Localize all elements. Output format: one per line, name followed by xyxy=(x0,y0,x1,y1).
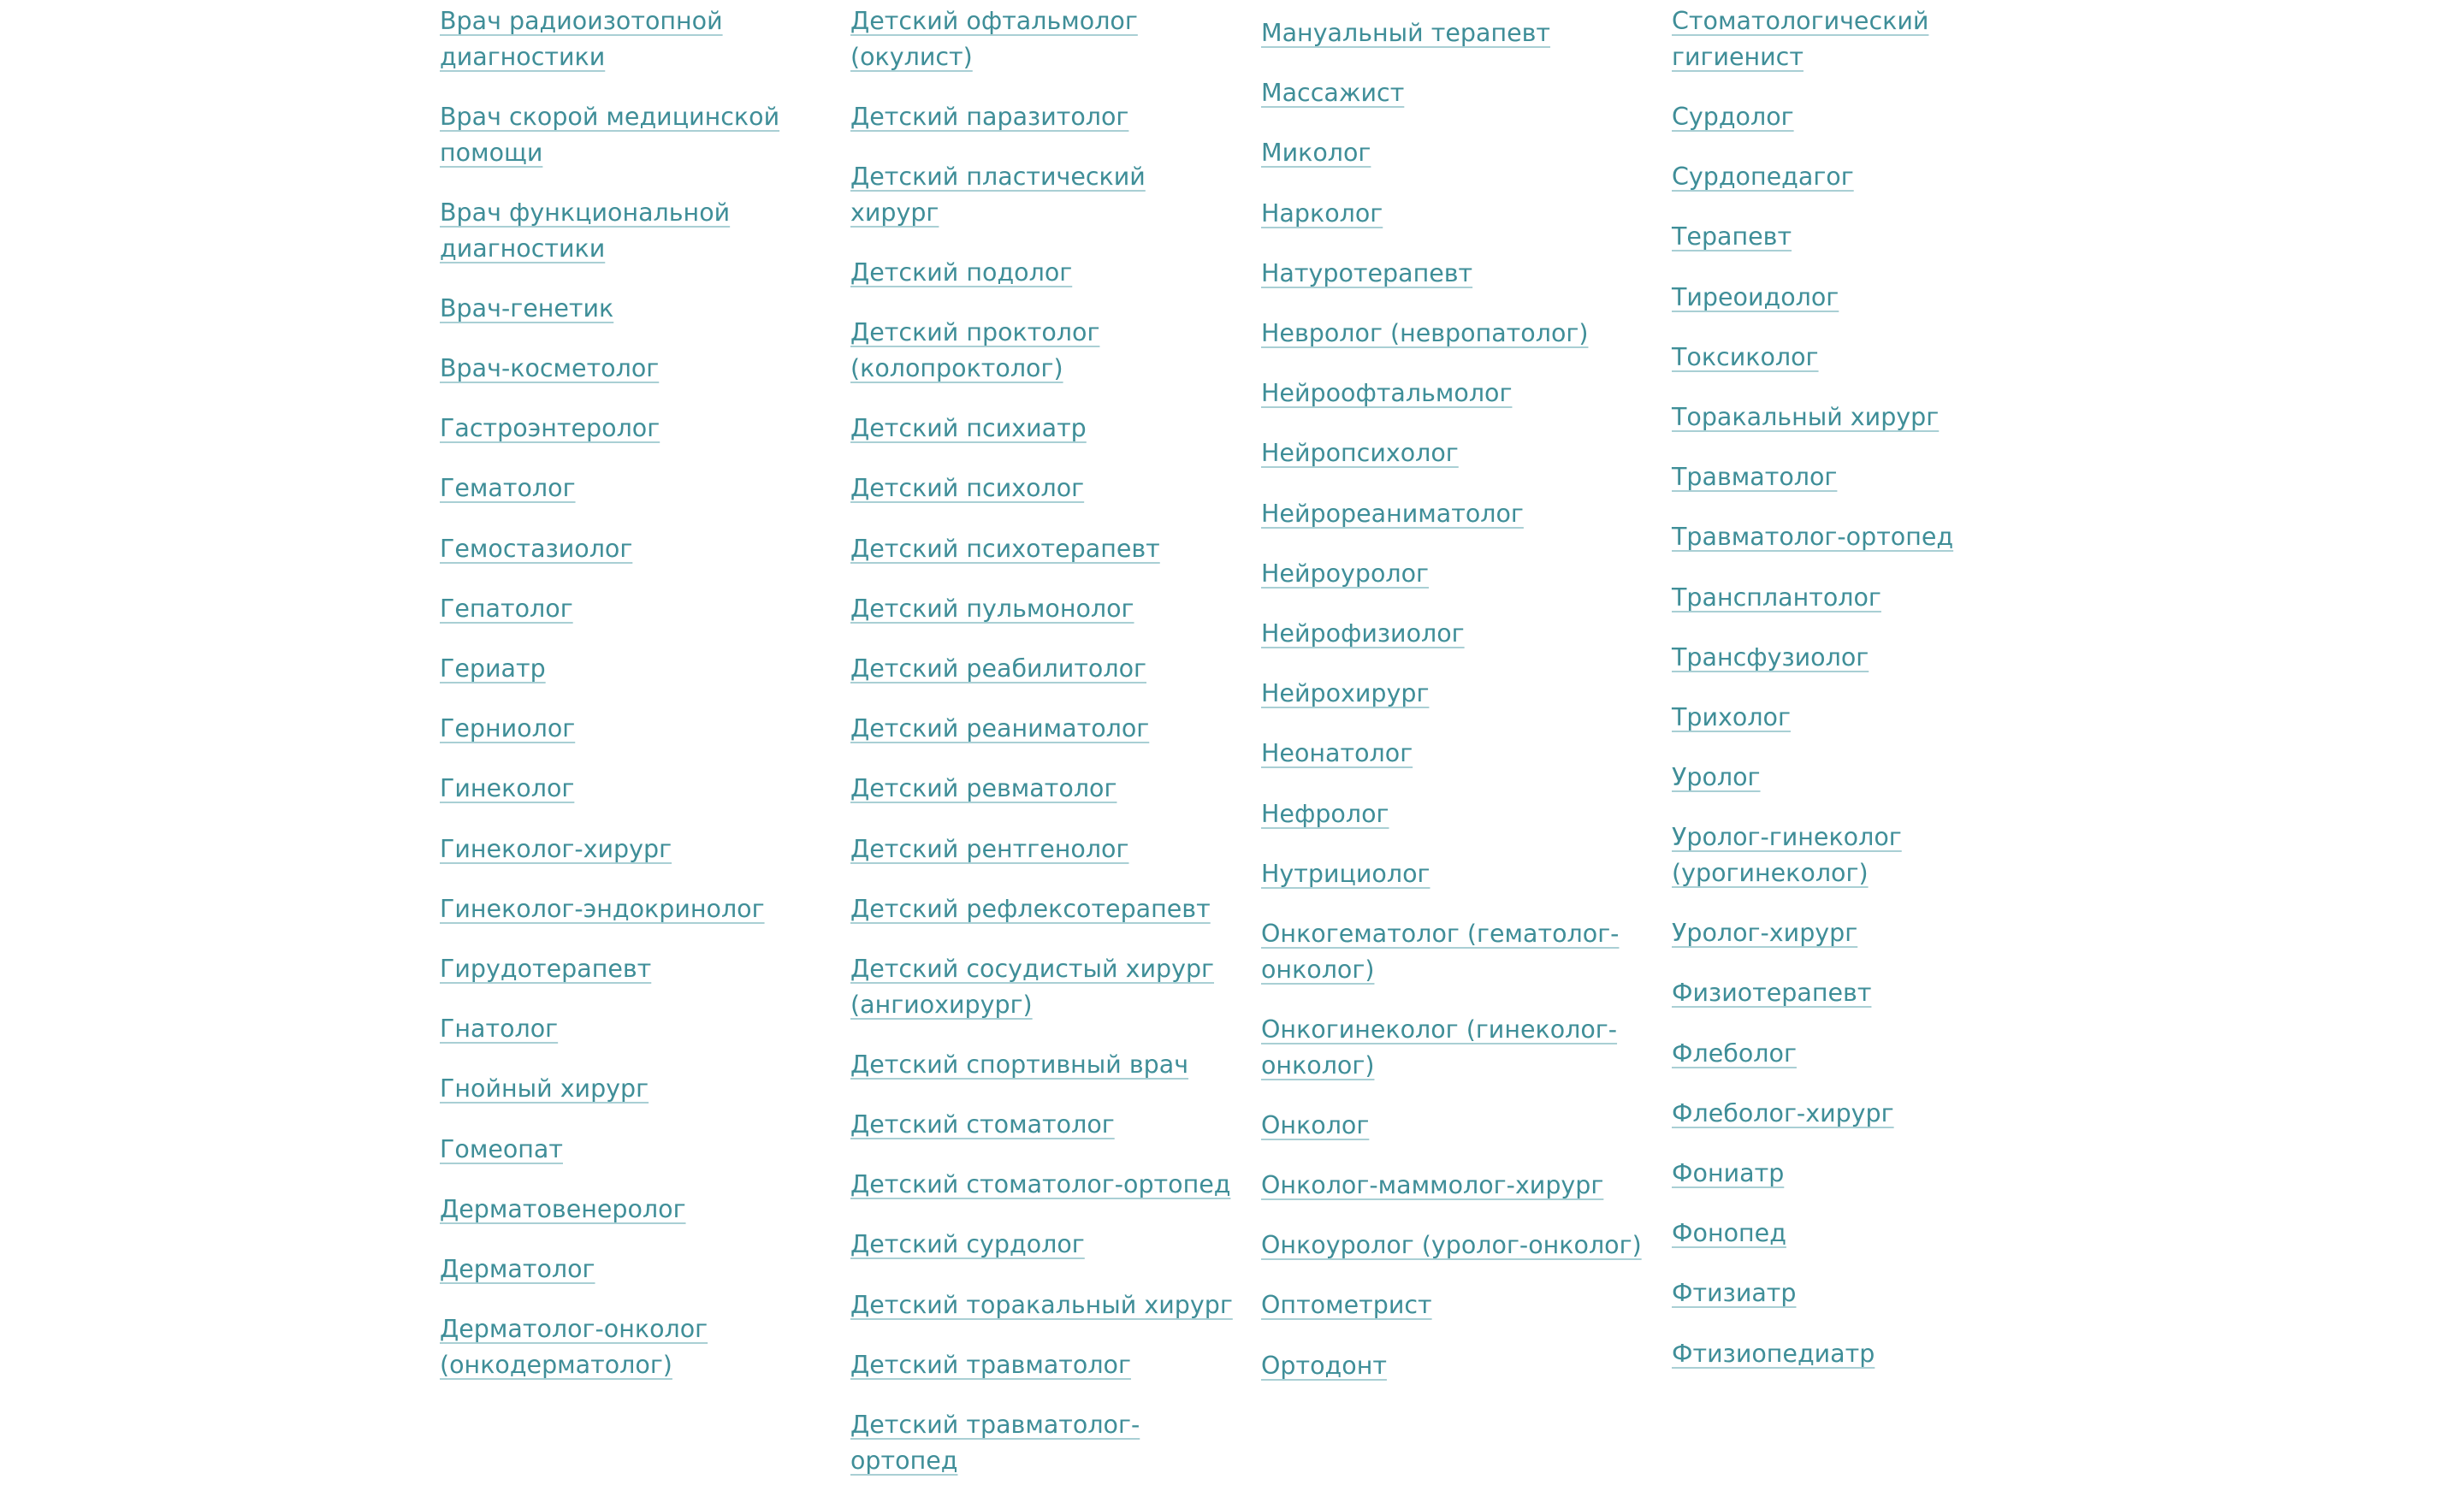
specialty-link[interactable]: Фтизиатр xyxy=(1672,1279,1797,1308)
specialty-list-item xyxy=(440,1252,825,1287)
specialty-list-item xyxy=(1672,1096,2057,1132)
specialty-link[interactable]: Врач функциональной диагностики xyxy=(440,198,731,263)
specialty-link[interactable]: Детский психотерапевт xyxy=(850,534,1160,563)
specialty-list-item xyxy=(440,99,825,170)
specialty-link[interactable]: Трихолог xyxy=(1672,702,1791,731)
specialty-list-item xyxy=(440,891,825,927)
specialty-list-item xyxy=(850,1227,1235,1263)
specialty-link[interactable]: Физиотерапевт xyxy=(1672,979,1872,1008)
specialty-list-item xyxy=(1672,1336,2057,1372)
specialty-link[interactable]: Детский спортивный врач xyxy=(850,1050,1189,1079)
specialty-list-item xyxy=(850,1167,1235,1203)
specialty-list-item xyxy=(440,3,825,74)
specialty-list-item xyxy=(1672,519,2057,555)
specialty-list-item xyxy=(1261,435,1646,471)
specialty-list-item xyxy=(850,470,1235,506)
specialty-link[interactable]: Дерматолог-онколог (онкодерматолог) xyxy=(440,1315,708,1379)
specialty-list-item xyxy=(850,831,1235,867)
specialty-link[interactable]: Оптометрист xyxy=(1261,1291,1432,1320)
specialty-list-item xyxy=(1261,1287,1646,1323)
specialty-link[interactable]: Флеболог xyxy=(1672,1038,1797,1068)
specialty-link[interactable]: Детский паразитолог xyxy=(850,102,1129,131)
specialty-link[interactable]: Невролог (невропатолог) xyxy=(1261,319,1589,348)
specialty-list-item xyxy=(440,1011,825,1047)
specialty-list-item xyxy=(850,1347,1235,1383)
specialty-link[interactable]: Трансфузиолог xyxy=(1672,642,1869,672)
specialty-list-item xyxy=(1261,1108,1646,1144)
specialty-list-item xyxy=(1672,1156,2057,1192)
specialty-link[interactable]: Ортодонт xyxy=(1261,1351,1387,1380)
specialty-list-item xyxy=(850,3,1235,74)
specialty-link[interactable]: Гинеколог xyxy=(440,774,575,803)
specialty-link[interactable]: Фтизиопедиатр xyxy=(1672,1339,1875,1368)
specialty-link[interactable]: Детский офтальмолог (окулист) xyxy=(850,7,1138,71)
specialty-link[interactable]: Нейропсихолог xyxy=(1261,439,1459,468)
specialty-link[interactable]: Детский стоматолог xyxy=(850,1110,1115,1139)
specialty-link[interactable]: Онколог xyxy=(1261,1110,1370,1139)
specialty-link[interactable]: Натуротерапевт xyxy=(1261,258,1473,287)
specialty-column-3 xyxy=(1261,15,1646,1408)
specialty-link[interactable]: Врач-косметолог xyxy=(440,353,660,382)
specialty-link[interactable]: Фониатр xyxy=(1672,1159,1785,1188)
specialty-link[interactable]: Детский травматолог-ортопед xyxy=(850,1411,1140,1475)
specialty-list-item xyxy=(440,1192,825,1228)
specialty-link[interactable]: Нейроофтальмолог xyxy=(1261,379,1513,408)
specialty-link[interactable]: Гериатр xyxy=(440,654,546,683)
specialty-link[interactable]: Гнатолог xyxy=(440,1015,559,1044)
specialty-list-item xyxy=(1261,556,1646,592)
specialty-link[interactable]: Врач радиоизотопной диагностики xyxy=(440,7,723,71)
specialty-list-item xyxy=(850,711,1235,747)
specialty-list-item xyxy=(1672,340,2057,376)
specialty-link[interactable]: Неонатолог xyxy=(1261,739,1413,768)
specialty-list-item xyxy=(440,1132,825,1168)
specialty-link[interactable]: Дерматовенеролог xyxy=(440,1194,686,1223)
specialty-list-item xyxy=(850,255,1235,291)
specialty-link[interactable]: Детский рефлексотерапевт xyxy=(850,894,1211,923)
specialty-link[interactable]: Гирудотерапевт xyxy=(440,954,652,983)
specialty-link[interactable]: Массажист xyxy=(1261,79,1405,108)
specialty-list-item xyxy=(1672,99,2057,135)
specialty-list-item xyxy=(1672,915,2057,951)
specialty-link[interactable]: Нейроуролог xyxy=(1261,559,1430,588)
specialty-link[interactable]: Детский травматолог xyxy=(850,1350,1131,1379)
specialty-list-item xyxy=(1672,760,2057,796)
specialty-link[interactable]: Мануальный терапевт xyxy=(1261,19,1551,47)
specialty-list-item xyxy=(850,771,1235,807)
specialty-list-item xyxy=(850,315,1235,386)
specialty-list-item xyxy=(850,99,1235,135)
specialty-list-item xyxy=(440,951,825,987)
specialty-link[interactable]: Нейрохирург xyxy=(1261,679,1430,708)
specialty-list-item xyxy=(1672,219,2057,255)
specialty-list-item xyxy=(850,951,1235,1022)
specialty-link[interactable]: Детский психиатр xyxy=(850,414,1087,443)
specialty-link[interactable]: Дерматолог xyxy=(440,1254,595,1283)
specialty-list-item xyxy=(1261,736,1646,772)
specialty-link[interactable]: Флеболог-хирург xyxy=(1672,1098,1894,1127)
specialty-list-item xyxy=(1672,700,2057,736)
specialty-list-item xyxy=(1672,1036,2057,1072)
specialty-link[interactable]: Детский психолог xyxy=(850,474,1085,503)
specialty-link[interactable]: Онколог-маммолог-хирург xyxy=(1261,1171,1604,1200)
specialty-list-item xyxy=(1261,135,1646,171)
specialty-list-item xyxy=(1261,1012,1646,1083)
specialty-list-item xyxy=(1261,75,1646,111)
specialty-list-item xyxy=(1261,796,1646,832)
specialty-link[interactable]: Детский проктолог (колопроктолог) xyxy=(850,318,1100,382)
specialty-list-item xyxy=(1672,975,2057,1011)
specialty-list-item xyxy=(440,411,825,447)
specialty-list-item xyxy=(1261,1168,1646,1204)
specialty-link[interactable]: Онкоуролог (уролог-онколог) xyxy=(1261,1231,1642,1260)
specialty-list-item xyxy=(850,159,1235,230)
specialty-list-item xyxy=(1261,616,1646,652)
specialty-link[interactable]: Стоматологический гигиенист xyxy=(1672,7,1929,71)
specialty-link[interactable]: Трансплантолог xyxy=(1672,583,1881,612)
specialty-link[interactable]: Гинеколог-эндокринолог xyxy=(440,894,765,923)
specialty-list-item xyxy=(850,1107,1235,1143)
specialty-list-item xyxy=(1672,640,2057,676)
specialty-list-item xyxy=(850,411,1235,447)
specialty-list-item xyxy=(440,470,825,506)
specialty-list-item xyxy=(440,591,825,627)
specialty-list-item xyxy=(1261,376,1646,411)
specialty-link[interactable]: Детский реаниматолог xyxy=(850,714,1150,743)
specialty-list-item xyxy=(1261,496,1646,532)
specialty-list-item xyxy=(1261,316,1646,352)
specialty-link[interactable]: Токсиколог xyxy=(1672,342,1819,371)
specialty-link[interactable]: Детский подолог xyxy=(850,258,1073,287)
specialty-list-item xyxy=(440,195,825,266)
specialty-link[interactable]: Нутрициолог xyxy=(1261,859,1430,888)
specialty-list-item xyxy=(1672,1275,2057,1311)
specialty-link[interactable]: Детский торакальный хирург xyxy=(850,1290,1233,1319)
specialty-list-item xyxy=(1261,676,1646,712)
specialty-list-item xyxy=(440,291,825,327)
specialty-link[interactable]: Детский сосудистый хирург (ангиохирург) xyxy=(850,954,1215,1019)
specialty-list-item xyxy=(850,891,1235,927)
specialty-link[interactable]: Уролог-хирург xyxy=(1672,919,1858,948)
specialty-link[interactable]: Травматолог-ортопед xyxy=(1672,523,1954,552)
specialty-link[interactable]: Уролог xyxy=(1672,763,1761,792)
specialty-list-item xyxy=(1261,1348,1646,1384)
specialty-link[interactable]: Гастроэнтеролог xyxy=(440,414,660,443)
specialty-list-item xyxy=(440,1071,825,1107)
specialty-list-item xyxy=(1672,280,2057,316)
specialty-list-item xyxy=(1672,1216,2057,1252)
specialty-link[interactable]: Гепатолог xyxy=(440,594,573,623)
specialty-link[interactable]: Нейрофизиолог xyxy=(1261,619,1465,648)
specialty-link[interactable]: Уролог-гинеколог (урогинеколог) xyxy=(1672,823,1902,888)
specialty-list-item xyxy=(850,531,1235,567)
specialty-list-item xyxy=(1261,1228,1646,1263)
specialty-list-item xyxy=(1672,3,2057,74)
specialty-list-item xyxy=(440,651,825,687)
specialty-link[interactable]: Фонопед xyxy=(1672,1219,1786,1248)
specialty-list-item xyxy=(850,1047,1235,1083)
specialty-list-item xyxy=(1672,820,2057,891)
specialty-link[interactable]: Детский реабилитолог xyxy=(850,654,1146,683)
specialty-list-item xyxy=(1672,580,2057,616)
specialty-link[interactable]: Детский ревматолог xyxy=(850,774,1117,803)
specialty-list-item xyxy=(440,771,825,807)
specialty-link[interactable]: Онкогематолог (гематолог-онколог) xyxy=(1261,920,1620,984)
specialty-list-item xyxy=(440,711,825,747)
specialty-link[interactable]: Детский рентгенолог xyxy=(850,834,1129,863)
specialty-list-item xyxy=(440,351,825,387)
specialty-link[interactable]: Тиреоидолог xyxy=(1672,282,1839,311)
specialty-link[interactable]: Гематолог xyxy=(440,474,576,503)
specialty-list-item xyxy=(440,831,825,867)
specialty-link[interactable]: Нефролог xyxy=(1261,799,1389,828)
specialty-list-item xyxy=(850,651,1235,687)
specialty-link[interactable]: Детский пластический хирург xyxy=(850,163,1146,227)
specialty-column-2 xyxy=(850,3,1235,1503)
specialty-link[interactable]: Герниолог xyxy=(440,714,576,743)
specialty-link[interactable]: Детский сурдолог xyxy=(850,1230,1085,1259)
specialty-link[interactable]: Нарколог xyxy=(1261,198,1383,228)
specialty-link[interactable]: Травматолог xyxy=(1672,463,1838,492)
specialty-link[interactable]: Гинеколог-хирург xyxy=(440,834,672,863)
specialty-list-item xyxy=(850,1407,1235,1478)
specialty-list-item xyxy=(1672,159,2057,195)
specialty-link[interactable]: Онкогинеколог (гинеколог-онколог) xyxy=(1261,1015,1618,1080)
specialty-column-4 xyxy=(1672,3,2057,1396)
specialty-list-item xyxy=(1672,459,2057,495)
specialty-link[interactable]: Торакальный хирург xyxy=(1672,402,1940,431)
specialty-link[interactable]: Нейрореаниматолог xyxy=(1261,499,1524,528)
specialty-list-item xyxy=(1261,856,1646,892)
specialty-link[interactable]: Терапевт xyxy=(1672,222,1792,251)
specialty-link[interactable]: Сурдолог xyxy=(1672,102,1794,131)
specialty-link[interactable]: Гнойный хирург xyxy=(440,1074,649,1104)
specialty-list-item xyxy=(440,1311,825,1382)
specialty-list-item xyxy=(1261,256,1646,292)
specialty-list-item xyxy=(1672,399,2057,435)
specialty-list-item xyxy=(1261,15,1646,51)
specialty-list-item xyxy=(1261,916,1646,987)
specialty-list-item xyxy=(440,531,825,567)
specialty-link[interactable]: Гомеопат xyxy=(440,1134,563,1163)
specialty-link[interactable]: Детский стоматолог-ортопед xyxy=(850,1170,1231,1199)
specialty-link[interactable]: Врач скорой медицинской помощи xyxy=(440,102,780,167)
specialty-link[interactable]: Гемостазиолог xyxy=(440,534,633,563)
specialty-list-item xyxy=(850,1287,1235,1323)
specialty-link[interactable]: Детский пульмонолог xyxy=(850,594,1134,623)
specialty-link[interactable]: Сурдопедагог xyxy=(1672,163,1854,192)
specialty-column-1 xyxy=(440,3,825,1407)
specialty-link[interactable]: Врач-генетик xyxy=(440,293,614,322)
specialty-list-item xyxy=(1261,196,1646,232)
specialty-list-item xyxy=(850,591,1235,627)
specialty-link[interactable]: Миколог xyxy=(1261,139,1371,168)
